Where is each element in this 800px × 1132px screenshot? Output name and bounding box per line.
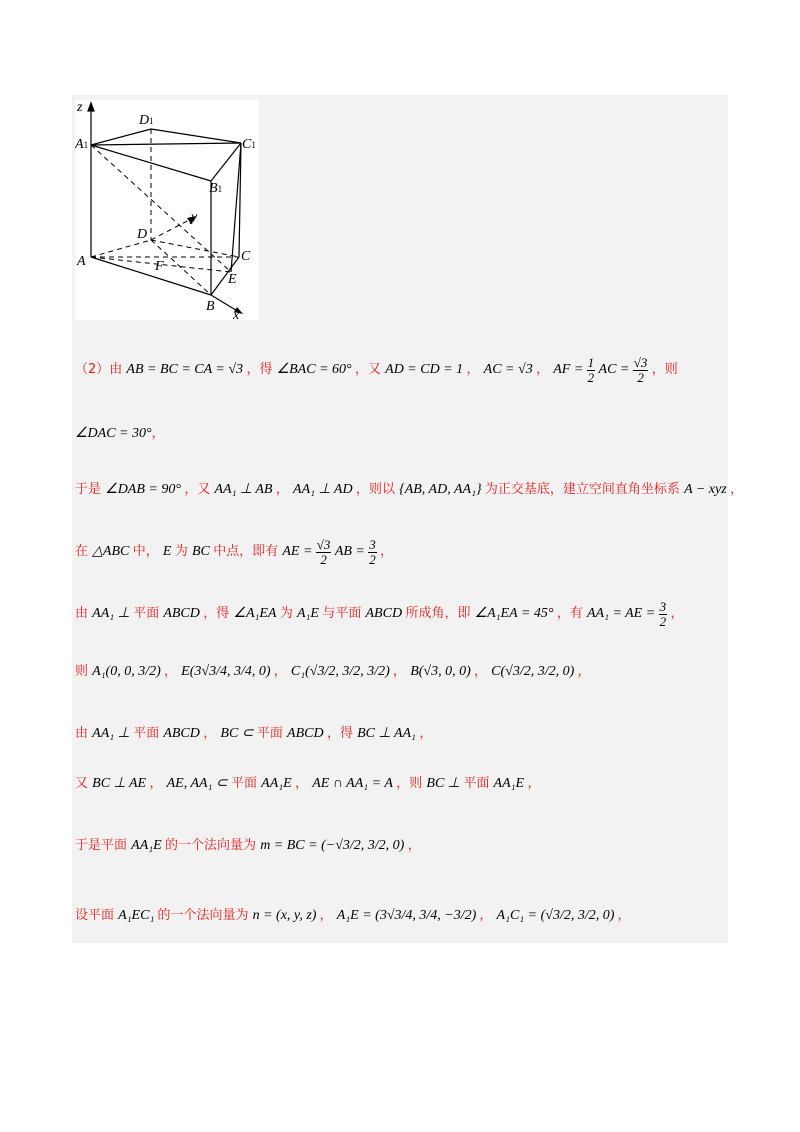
- label-z: z: [77, 100, 83, 115]
- label-A: A: [77, 254, 86, 269]
- label-C1: C1: [242, 137, 256, 152]
- edge-A1C1: [91, 143, 241, 145]
- fraction-3-over-2: $\frac{3}{2}$: [659, 599, 667, 629]
- label-D: D: [137, 227, 148, 242]
- solution-line-8: 又 BC ⊥ AE ， AE, AA₁ ⊂ 平面 AA₁E ， AE ∩ AA₁ = A ，则 BC ⊥ 平面 AA₁E ，: [75, 776, 541, 791]
- label-F: F: [155, 259, 164, 274]
- segment-A1E: [91, 145, 231, 272]
- z-axis-arrow: [88, 103, 94, 111]
- prism-figure: [75, 100, 259, 320]
- label-A1: A1: [75, 137, 89, 152]
- fraction-one-half: $\frac{1}{2}$: [587, 355, 595, 385]
- label-D1: D1: [139, 113, 154, 128]
- label-x: x: [233, 308, 240, 320]
- solution-line-10: 设平面 A₁EC₁ 的一个法向量为 n = (x, y, z) ， A₁E = (3√3/4, 3/4, −3/2) ， A₁C₁ = (√3/2, 3/2, 0) ，: [75, 908, 631, 923]
- edge-A1D1: [91, 129, 151, 145]
- edge-B1C1: [211, 143, 241, 181]
- solution-line-6: 则 A₁(0, 0, 3/2) ， E(3√3/4, 3/4, 0) ， C₁(√3/2, 3/2, 3/2) ， B(√3, 0, 0) ， C(√3/2, 3/2, 0) ，: [75, 664, 591, 679]
- prism-diagram: [75, 100, 259, 320]
- label-C: C: [241, 249, 251, 264]
- label-y: y: [191, 210, 198, 225]
- fraction-sqrt3-over-2: $\frac{√3}{2}$: [316, 537, 331, 567]
- solution-line-9: 于是平面 AA₁E 的一个法向量为 m = BC = (−√3/2, 3/2, 0) ，: [75, 838, 421, 853]
- fraction-sqrt3-over-2: $\frac{√3}{2}$: [633, 355, 648, 385]
- edge-AB: [91, 257, 211, 295]
- label-B: B: [206, 299, 215, 314]
- solution-line-2: ∠DAC = 30°，: [75, 426, 165, 441]
- fraction-3-over-2: $\frac{3}{2}$: [369, 537, 376, 567]
- edge-D1C1: [151, 129, 241, 143]
- label-E: E: [228, 272, 237, 287]
- solution-line-7: 由 AA₁ ⊥ 平面 ABCD ， BC ⊂ 平面 ABCD ，得 BC ⊥ AA₁ ，: [75, 726, 433, 741]
- edge-DC: [151, 240, 239, 257]
- label-B1: B1: [209, 181, 223, 196]
- solution-line-4: 在 △ABC 中， E 为 BC 中点，即有 AE = $\frac{√3}{2}$ AB = $\frac{3}{2}$ ，: [75, 537, 394, 567]
- edge-AD: [91, 240, 151, 257]
- y-axis: [151, 219, 191, 240]
- solution-line-3: 于是 ∠DAB = 90° ，又 AA₁ ⊥ AB ， AA₁ ⊥ AD ，则以 {AB, AD, AA₁} 为正交基底，建立空间直角坐标系 A − xyz ，: [75, 482, 744, 497]
- solution-line-1: （2）由 AB = BC = CA = √3 ，得 ∠BAC = 60° ，又 AD = CD = 1 ， AC = √3 ， AF = $\frac{1}{2}$ AC = $\frac{√3}{2}$ ，则: [75, 355, 678, 385]
- solution-line-5: 由 AA₁ ⊥ 平面 ABCD ，得 ∠A₁EA 为 A₁E 与平面 ABCD 所成角，即 ∠A₁EA = 45° ，有 AA₁ = AE = $\frac{3}{2}$ ，: [75, 599, 684, 629]
